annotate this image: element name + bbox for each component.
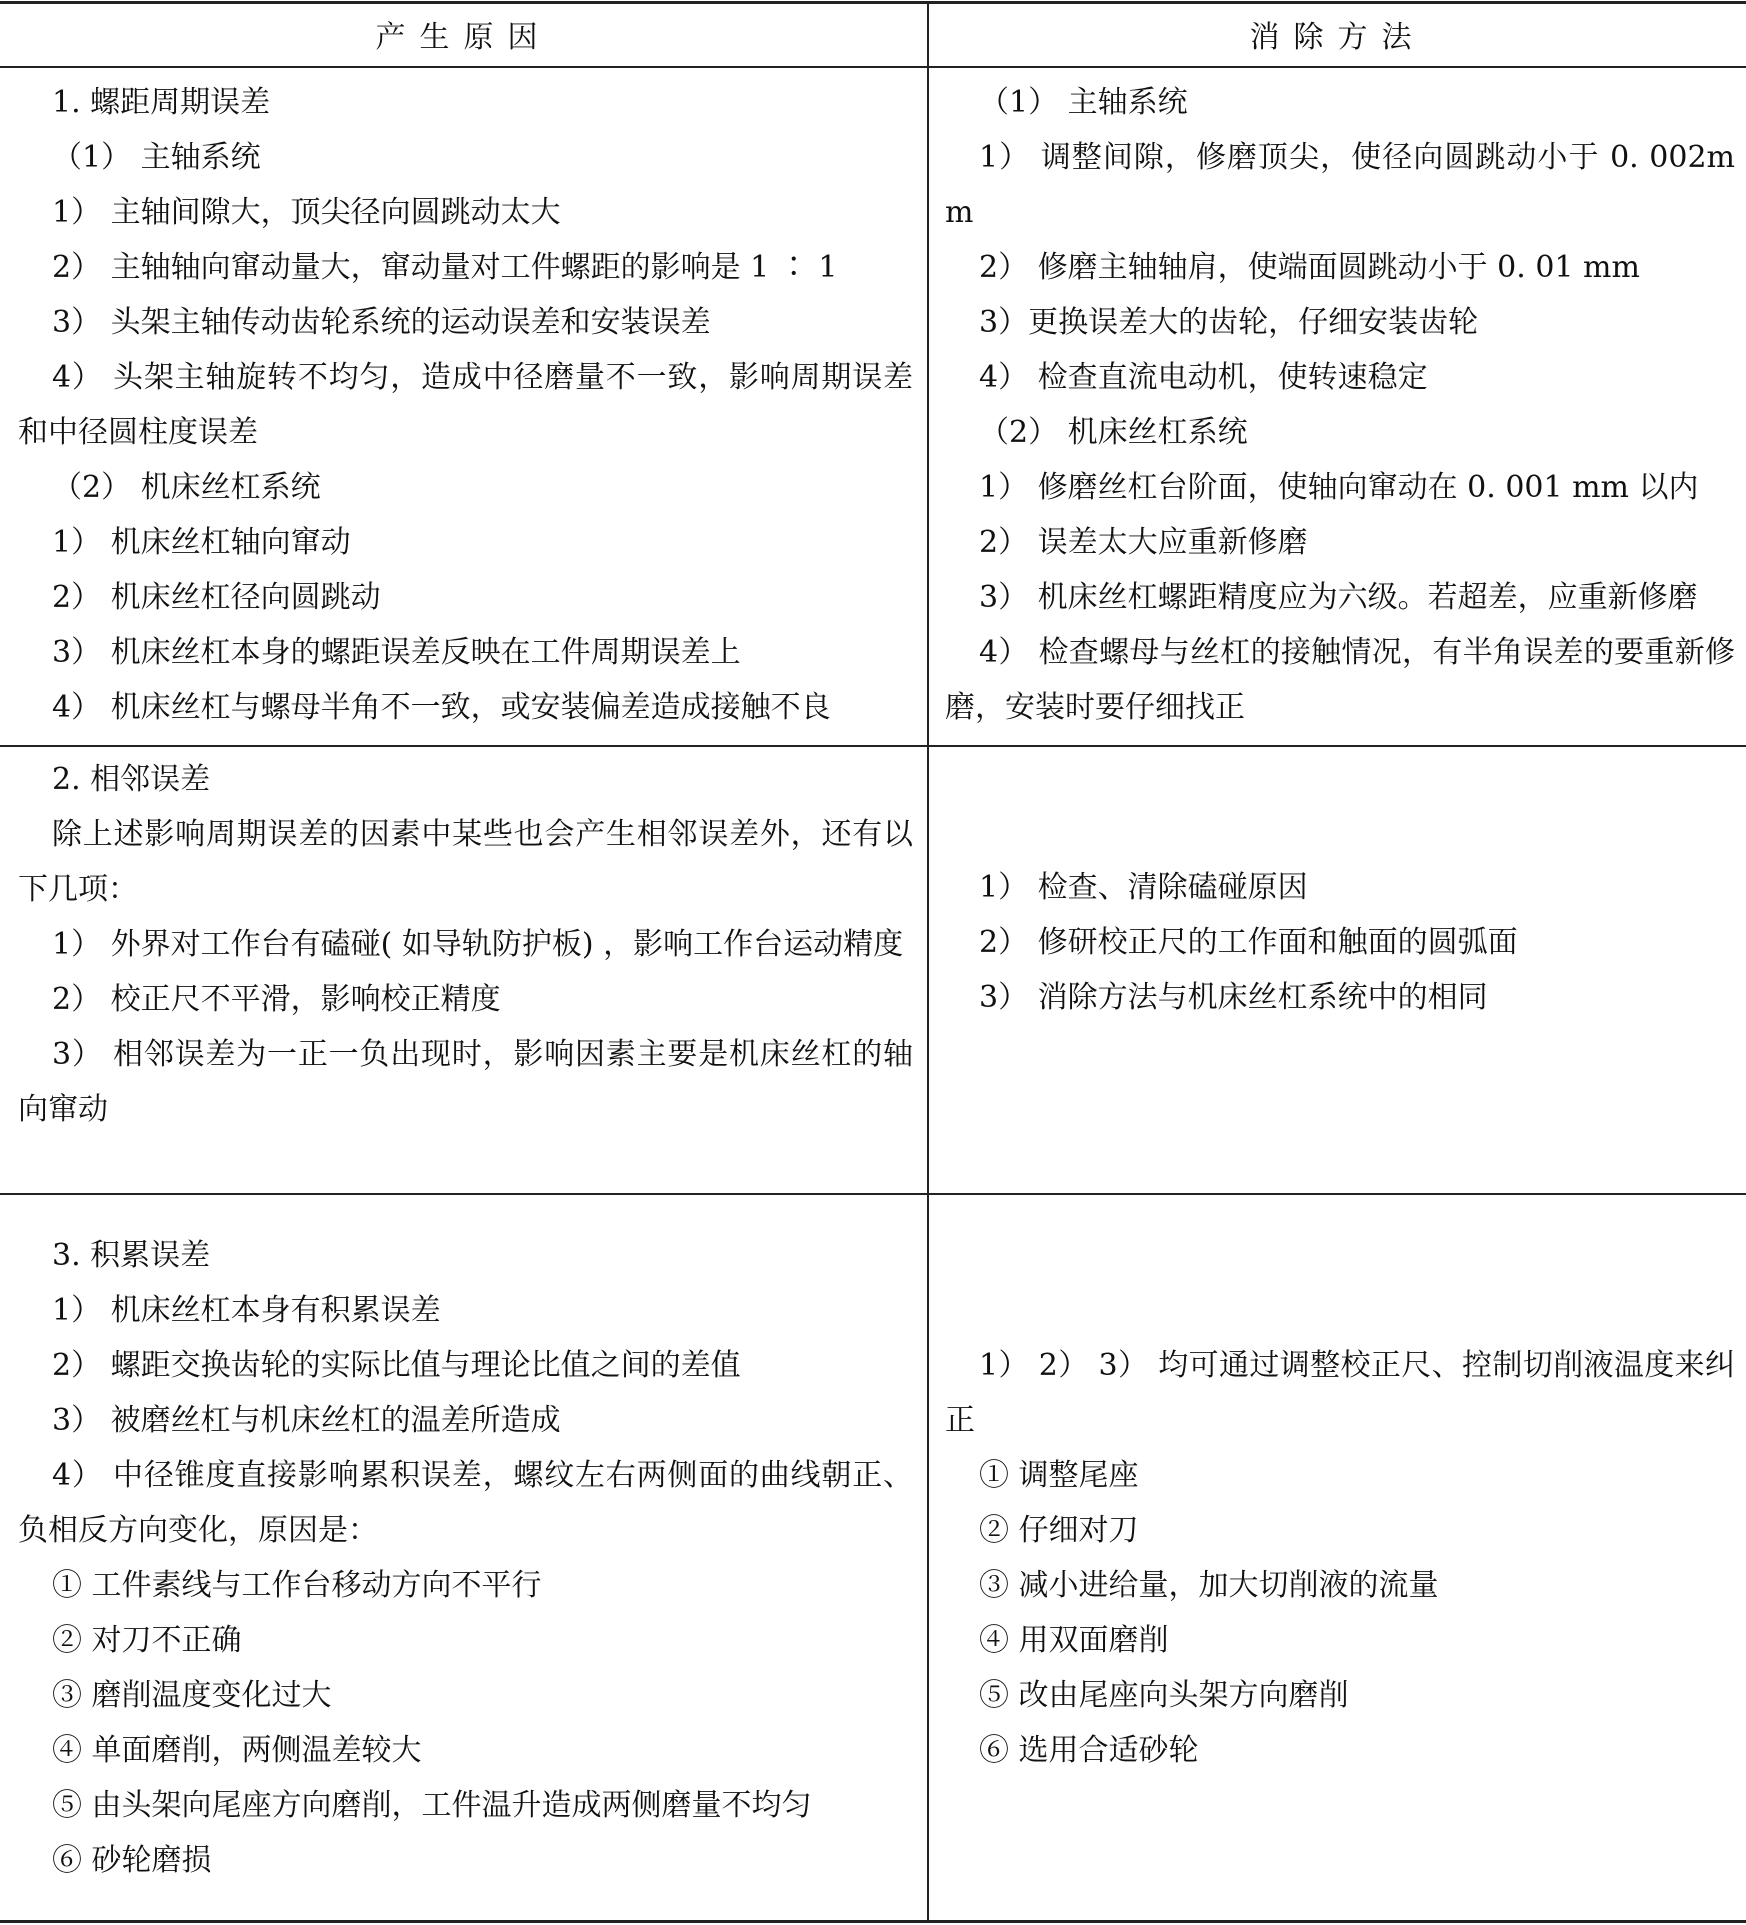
row-divider-1 — [0, 745, 1746, 747]
row3-remedy-line: ⑥ 选用合适砂轮 — [979, 1733, 1199, 1768]
row3-remedy-cell — [945, 1338, 1735, 1778]
row2-cause-line: 2） 校正尺不平滑，影响校正精度 — [52, 982, 501, 1017]
row1-cause-line: 1. 螺距周期误差 — [52, 85, 271, 120]
row1-remedy-line: 1） 调整间隙，修磨顶尖，使径向圆跳动小于 0. 002mm — [945, 140, 1735, 230]
row3-remedy-line: ⑤ 改由尾座向头架方向磨削 — [979, 1678, 1349, 1713]
row2-cause-line: 2. 相邻误差 — [52, 762, 211, 797]
row2-remedy-line: 2） 修研校正尺的工作面和触面的圆弧面 — [979, 925, 1518, 960]
row3-cause-line: ② 对刀不正确 — [52, 1623, 242, 1658]
row3-cause-line: ⑤ 由头架向尾座方向磨削，工件温升造成两侧磨量不均匀 — [52, 1788, 812, 1823]
row1-remedy-line: 3） 机床丝杠螺距精度应为六级。若超差，应重新修磨 — [979, 580, 1698, 615]
row1-remedy-line: 2） 修磨主轴轴肩，使端面圆跳动小于 0. 01 mm — [979, 250, 1640, 285]
row3-cause-line: 1） 机床丝杠本身有积累误差 — [52, 1293, 441, 1328]
row1-remedy-line: （2） 机床丝杠系统 — [979, 415, 1248, 450]
table-bottom-border — [0, 1920, 1746, 1923]
row3-cause-cell — [18, 1228, 913, 1888]
row1-cause-line: 3） 机床丝杠本身的螺距误差反映在工件周期误差上 — [52, 635, 741, 670]
row1-cause-line: （2） 机床丝杠系统 — [52, 470, 321, 505]
row1-cause-line: 2） 机床丝杠径向圆跳动 — [52, 580, 381, 615]
row2-remedy-line: 3） 消除方法与机床丝杠系统中的相同 — [979, 980, 1488, 1015]
row1-cause-line: 1） 主轴间隙大，顶尖径向圆跳动太大 — [52, 195, 561, 230]
row1-cause-line: 3） 头架主轴传动齿轮系统的运动误差和安装误差 — [52, 305, 711, 340]
row1-remedy-line: 4） 检查直流电动机，使转速稳定 — [979, 360, 1428, 395]
row2-cause-line: 3） 相邻误差为一正一负出现时，影响因素主要是机床丝杠的轴向窜动 — [18, 1037, 913, 1127]
row3-cause-line: 2） 螺距交换齿轮的实际比值与理论比值之间的差值 — [52, 1348, 741, 1383]
row3-remedy-line: ③ 减小进给量，加大切削液的流量 — [979, 1568, 1439, 1603]
row1-remedy-cell — [945, 75, 1735, 735]
row2-cause-line: 除上述影响周期误差的因素中某些也会产生相邻误差外，还有以下几项： — [18, 817, 913, 907]
row3-cause-line: 3） 被磨丝杠与机床丝杠的温差所造成 — [52, 1403, 561, 1438]
row2-cause-line: 1） 外界对工作台有磕碰( 如导轨防护板) ，影响工作台运动精度 — [52, 927, 904, 962]
header-remedy: 消除方法 — [1249, 19, 1426, 55]
row3-remedy-line: ② 仔细对刀 — [979, 1513, 1139, 1548]
row3-remedy-line: 1） 2） 3） 均可通过调整校正尺、控制切削液温度来纠正 — [945, 1348, 1735, 1438]
header-cause: 产生原因 — [375, 19, 552, 55]
column-divider — [927, 2, 929, 1923]
row2-remedy-cell — [945, 860, 1735, 1025]
row3-cause-line: ⑥ 砂轮磨损 — [52, 1843, 212, 1878]
row1-cause-line: 4） 头架主轴旋转不均匀，造成中径磨量不一致，影响周期误差和中径圆柱度误差 — [18, 360, 913, 450]
row1-cause-cell — [18, 75, 913, 735]
row1-cause-line: 2） 主轴轴向窜动量大，窜动量对工件螺距的影响是 1 ∶ 1 — [52, 250, 838, 285]
row1-cause-line: 4） 机床丝杠与螺母半角不一致，或安装偏差造成接触不良 — [52, 690, 831, 725]
row1-cause-line: （1） 主轴系统 — [52, 140, 261, 175]
row1-remedy-line: 4） 检查螺母与丝杠的接触情况，有半角误差的要重新修磨，安装时要仔细找正 — [945, 635, 1735, 725]
row3-remedy-line: ① 调整尾座 — [979, 1458, 1139, 1493]
row3-cause-line: 3. 积累误差 — [52, 1238, 211, 1273]
row1-remedy-line: 3）更换误差大的齿轮，仔细安装齿轮 — [979, 305, 1479, 340]
row3-cause-line: 4） 中径锥度直接影响累积误差，螺纹左右两侧面的曲线朝正、负相反方向变化，原因是： — [18, 1458, 913, 1548]
row1-remedy-line: 2） 误差太大应重新修磨 — [979, 525, 1308, 560]
header-divider — [0, 66, 1746, 68]
row3-cause-line: ① 工件素线与工作台移动方向不平行 — [52, 1568, 542, 1603]
row2-remedy-line: 1） 检查、清除磕碰原因 — [979, 870, 1308, 905]
row1-remedy-line: 1） 修磨丝杠台阶面，使轴向窜动在 0. 001 mm 以内 — [979, 470, 1699, 505]
row2-cause-cell — [18, 752, 913, 1137]
row3-cause-line: ④ 单面磨削，两侧温差较大 — [52, 1733, 422, 1768]
row3-remedy-line: ④ 用双面磨削 — [979, 1623, 1169, 1658]
row1-cause-line: 1） 机床丝杠轴向窜动 — [52, 525, 351, 560]
row3-cause-line: ③ 磨削温度变化过大 — [52, 1678, 332, 1713]
row-divider-2 — [0, 1193, 1746, 1195]
row1-remedy-line: （1） 主轴系统 — [979, 85, 1188, 120]
